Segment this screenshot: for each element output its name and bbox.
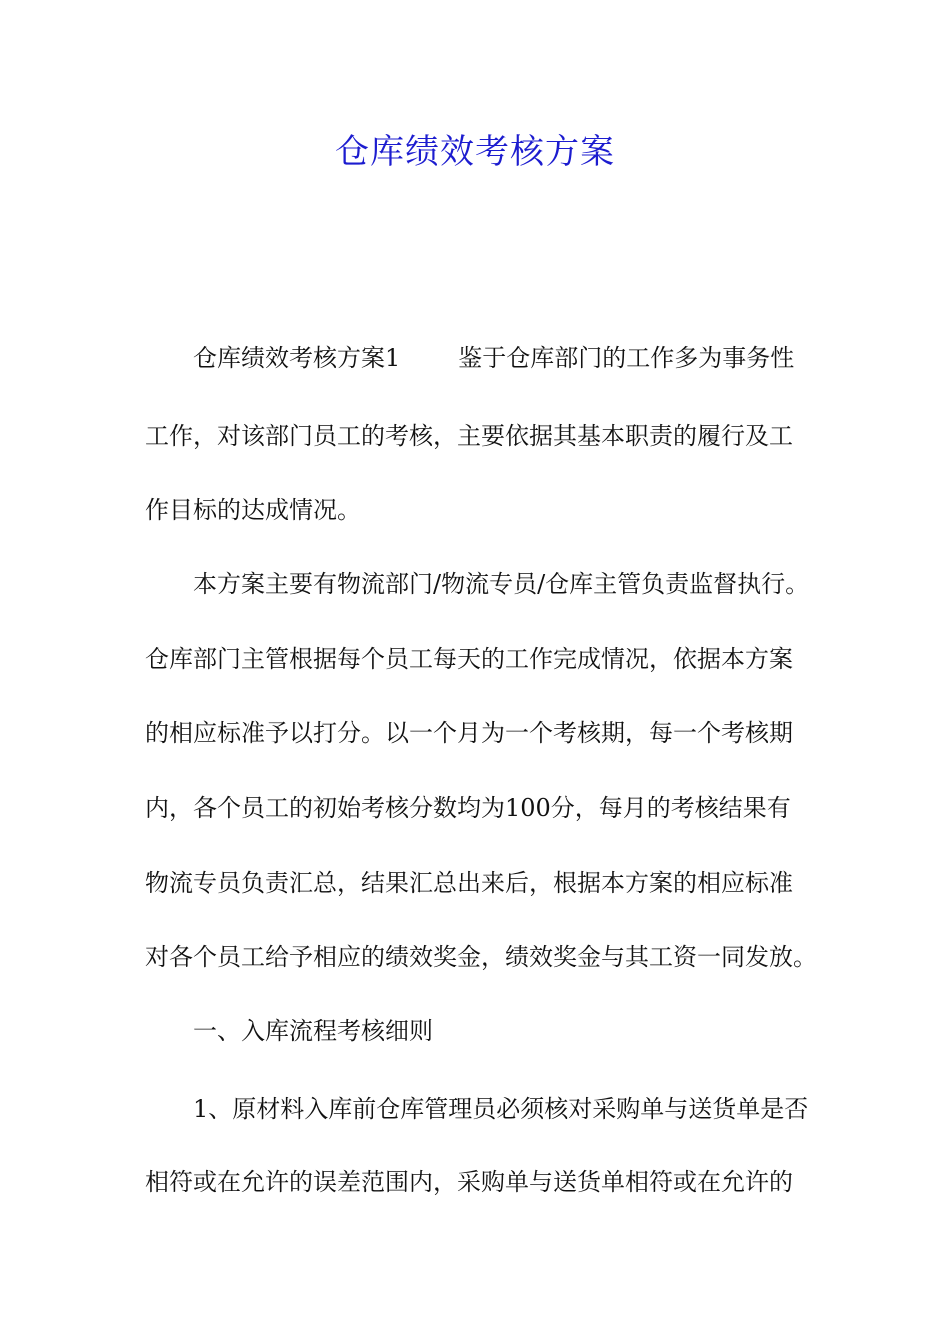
paragraph-line: 1、原材料入库前仓库管理员必须核对采购单与送货单是否 xyxy=(193,1095,809,1123)
section-heading-inline: 仓库绩效考核方案1 xyxy=(193,344,401,372)
paragraph-line: 的相应标准予以打分。以一个月为一个考核期，每一个考核期 xyxy=(145,719,793,747)
paragraph-line: 作目标的达成情况。 xyxy=(145,496,361,524)
paragraph-line: 相符或在允许的误差范围内，采购单与送货单相符或在允许的 xyxy=(145,1168,793,1196)
document-title: 仓库绩效考核方案 xyxy=(335,132,615,172)
paragraph-line: 仓库部门主管根据每个员工每天的工作完成情况，依据本方案 xyxy=(145,645,793,673)
paragraph-line: 本方案主要有物流部门/物流专员/仓库主管负责监督执行。 xyxy=(193,570,810,598)
paragraph-line: 物流专员负责汇总，结果汇总出来后，根据本方案的相应标准 xyxy=(145,869,793,897)
paragraph-text: 鉴于仓库部门的工作多为事务性 xyxy=(458,344,795,372)
paragraph-line xyxy=(193,342,794,374)
section-heading: 一、入库流程考核细则 xyxy=(193,1017,433,1045)
paragraph-line: 内，各个员工的初始考核分数均为100分，每月的考核结果有 xyxy=(145,794,791,822)
paragraph-line: 工作，对该部门员工的考核，主要依据其基本职责的履行及工 xyxy=(145,422,793,450)
paragraph-line: 对各个员工给予相应的绩效奖金，绩效奖金与其工资一同发放。 xyxy=(145,943,817,971)
